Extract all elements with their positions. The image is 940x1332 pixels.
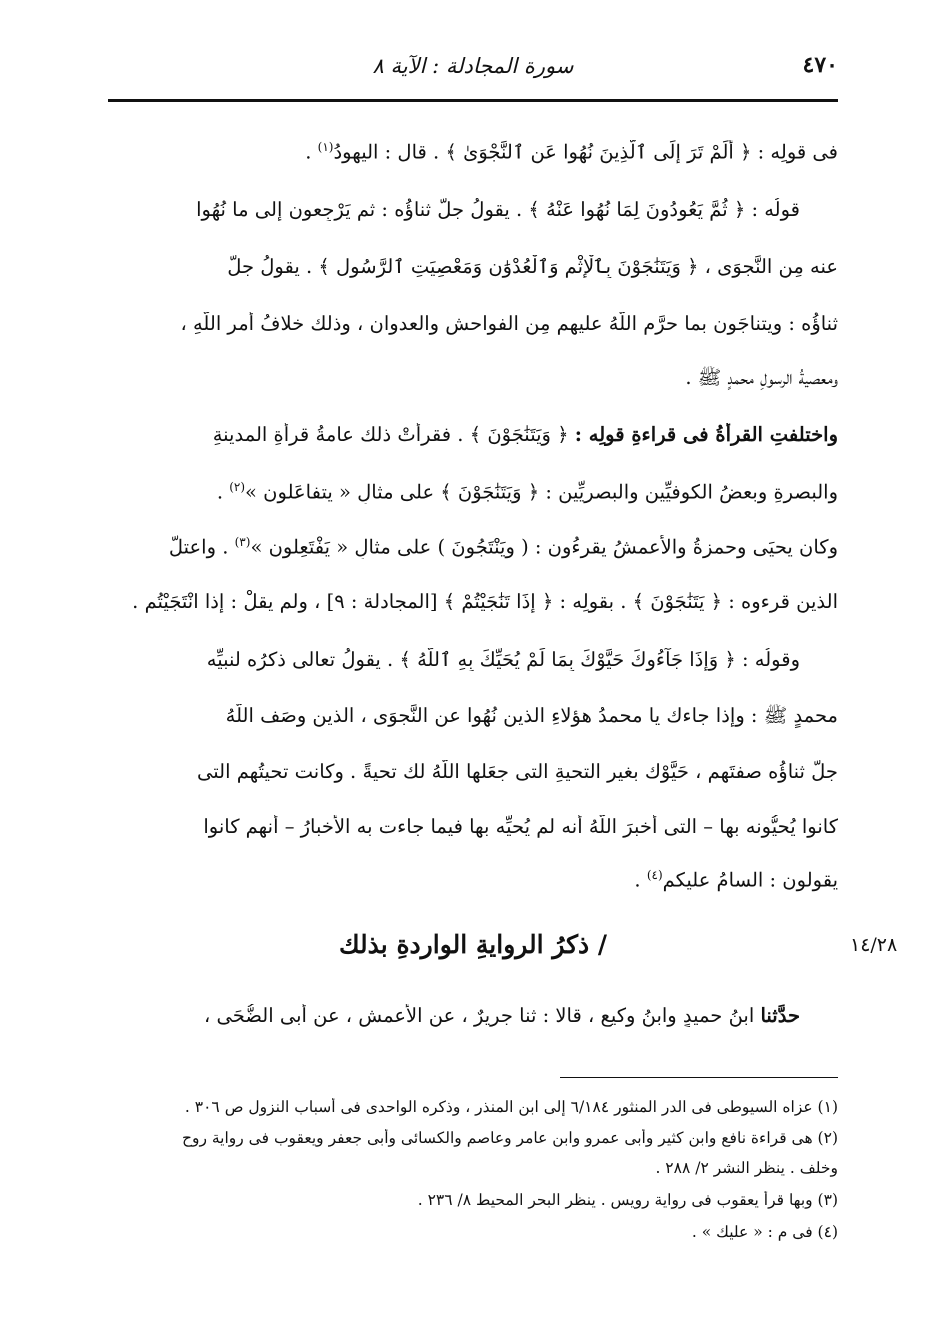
footnote: (٤) فى م : « عليك » . <box>691 1223 838 1241</box>
paragraph-line: جلّ ثناؤُه صفتَهم ، حَيَّوْك بغيرِ التحيةِ التى جعَلها اللَّهُ لك تحيةً . وكانت تحيتُهم التى <box>197 760 838 783</box>
paragraph-line: قولُه : ﴿ ثُمَّ يَعُودُونَ لِمَا نُهُوا عَنْهُ ﴾ . يقولُ جلَّ ثناؤُه : ثم يَرْجِعون إلى ما نُهُوا <box>196 198 800 221</box>
paragraph-line: يقولون : السامُ عليكم$^{(٤)}$ . <box>634 868 838 892</box>
paragraph-line: حدَّثنا ابنُ حميدٍ وابنُ وكيعٍ ، قالا : ثنا جريرٌ ، عن الأعمشِ ، عن أبى الضُّحَى ، <box>204 1004 800 1027</box>
paragraph-line: وكان يحيَى وحمزةُ والأعمشُ يقرءُون : ( ويَنْتَجُونَ ) على مثالِ « يَفْتَعِلون »$^{(٣)}$ . واعتلّ <box>168 535 838 559</box>
bold-lead: واختلفتِ القرأةُ فى قراءةِ قولِه : <box>574 423 838 446</box>
paragraph-line: محمدٍ ﷺ : وإذا جاءك يا محمدُ هؤلاءِ الذين نُهُوا عن النَّجوَى ، الذين وصَف اللَّهُ <box>225 704 838 727</box>
footnote-marker: (٤) <box>646 868 663 882</box>
paragraph-line: ومعصيةُ الرسولِ محمدٍ ﷺ . <box>685 366 838 389</box>
footnote-marker: (١) <box>317 140 334 154</box>
footnote-rule <box>560 1077 838 1078</box>
page-number: ٤٧٠ <box>802 52 838 78</box>
footnote-marker: (٣) <box>234 535 251 549</box>
paragraph-line: وقولُه : ﴿ وَإِذَا جَآءُوكَ حَيَّوْكَ بِمَا لَمْ يُحَيِّكَ بِهِ ٱللَّهُ ﴾ . يقولُ تعالى ذكرُه لنبيِّه <box>206 648 800 671</box>
paragraph-line: ثناؤُه : ويتناجَون بما حرَّم اللَّهُ عليهم مِن الفواحشِ والعدوانِ ، وذلك خلافُ أمرِ اللَّهِ ، <box>180 312 838 335</box>
section-heading: / ذكرُ الروايةِ الواردةِ بذلك <box>338 930 607 959</box>
paragraph-line: كانوا يُحيُّونه بها – التى أخبرَ اللَّهُ أنه لم يُحيِّه بها فيما جاءت به الأخبارُ – أنهم كانوا <box>203 815 838 838</box>
paragraph-line: الذين قرءوه : ﴿ يَتَنَٰجَوْنَ ﴾ . بقولِه : ﴿ إِذَا تَنَٰجَيْتُمْ ﴾ [المجادلة : ٩] ، ولم يقلْ : إذا انْتَجَيْتُم . <box>132 590 838 613</box>
footnote: (٣) وبها قرأ يعقوب فى رواية رويس . ينظر البحر المحيط ٨/ ٢٣٦ . <box>417 1191 838 1209</box>
header-rule <box>108 99 838 102</box>
paragraph-line: واختلفتِ القرأةُ فى قراءةِ قولِه : ﴿ وَيَتَنَٰجَوْنَ ﴾ . فقرأتْ ذلك عامةُ قرأةِ المدينةِ <box>212 423 838 446</box>
footnote: (١) عزاه السيوطى فى الدر المنثور ٦/١٨٤ إلى ابن المنذر ، وذكره الواحدى فى أسباب النزول ص ٣٠٦ . <box>184 1098 838 1116</box>
paragraph-line: عنه مِن النَّجوَى ، ﴿ وَيَتَنَٰجَوْنَ بِٱلْإِثْمِ وَٱلْعُدْوَٰنِ وَمَعْصِيَتِ ٱلرَّسُولِ ﴾ . يقولُ جلَّ <box>227 255 838 278</box>
paragraph-line: فى قولِه : ﴿ أَلَمْ تَرَ إِلَى ٱلَّذِينَ نُهُوا عَنِ ٱلنَّجْوَىٰ ﴾ . قال : اليهودُ$^{(١)}$ . <box>305 140 838 164</box>
margin-reference: ١٤/٢٨ <box>850 934 898 956</box>
running-title: سورة المجادلة : الآية ٨ <box>372 54 574 78</box>
footnote-continuation: وخلف . ينظر النشر ٢/ ٢٨٨ . <box>655 1159 838 1177</box>
page-header <box>108 48 838 88</box>
paragraph-line: والبصرةِ وبعضُ الكوفيِّين والبصريِّين : ﴿ وَيَتَنَٰجَوْنَ ﴾ على مثالِ « يتفاعَلون »$^{(٢)}$ . <box>216 480 838 504</box>
footnote-marker: (٢) <box>229 480 246 494</box>
footnote: (٢) هى قراءة نافع وابن كثير وأبى عمرو وابن عامر وعاصم والكسائى وأبى جعفر ويعقوب فى رواية روح <box>181 1129 838 1147</box>
bold-lead: حدَّثنا <box>760 1004 800 1027</box>
